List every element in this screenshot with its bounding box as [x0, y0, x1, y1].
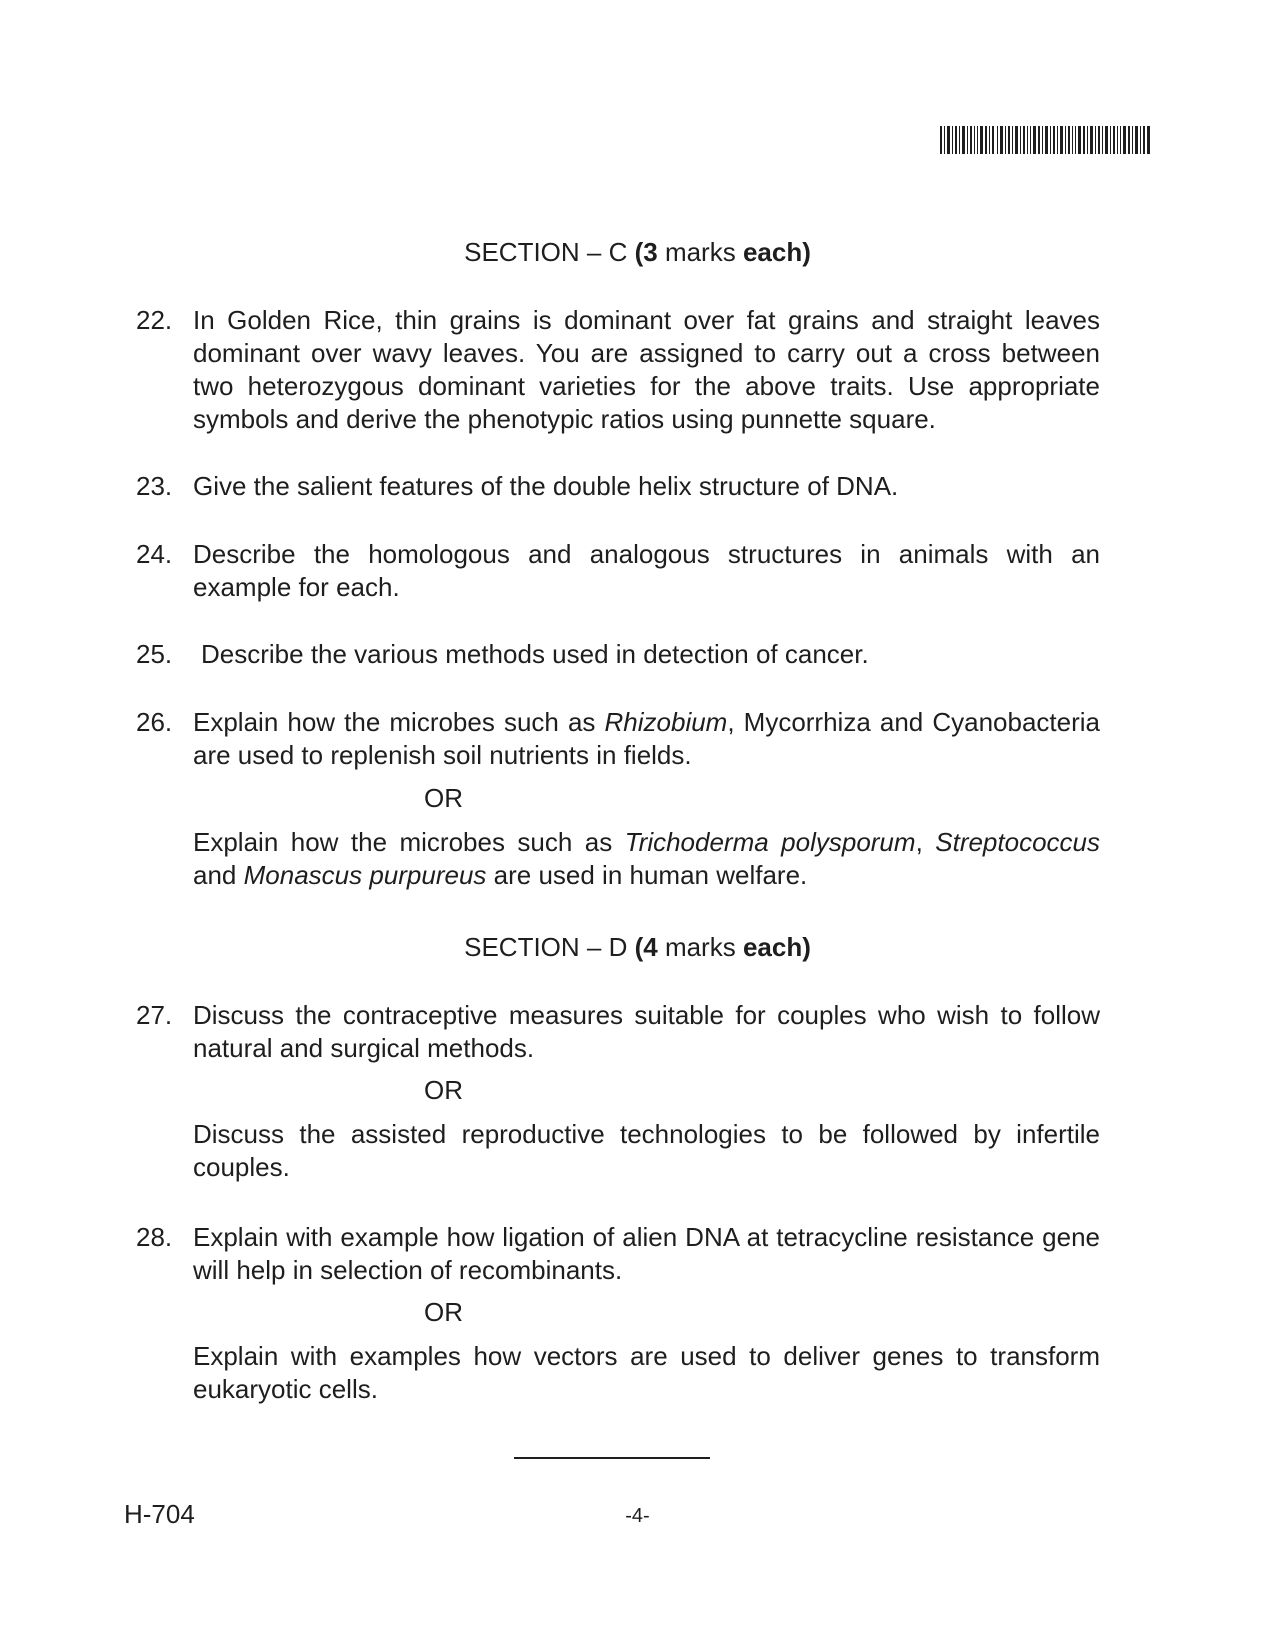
organism-name: Trichoderma polysporum — [624, 827, 916, 857]
organism-name: Streptococcus — [935, 827, 1100, 857]
end-divider — [514, 1457, 710, 1459]
or-label-28: OR — [424, 1297, 463, 1327]
question-text-part: , — [915, 827, 936, 857]
section-d-marks-word: marks — [657, 932, 743, 962]
or-label-26: OR — [424, 783, 463, 813]
question-28 — [136, 1221, 1100, 1287]
section-d-marks: (4 — [634, 932, 658, 962]
section-d-heading — [0, 931, 1275, 963]
question-text-part: and — [193, 860, 244, 890]
question-text-part: Explain how the microbes such as — [193, 827, 625, 857]
organism-name: Rhizobium — [604, 707, 728, 737]
paper-code: H-704 — [124, 1499, 195, 1529]
question-text: In Golden Rice, thin grains is dominant over fat grains and straight leaves dominant over wavy leaves. You are assigned to carry out a cross between two heterozygous dominant varieties for the above traits. Use appropriate symbols and derive the phenotypic ratios using punnette square. — [193, 305, 1100, 434]
question-text: Explain with example how ligation of alien DNA at tetracycline resistance gene will help in selection of recombinants. — [193, 1222, 1100, 1285]
question-number: 28. — [136, 1222, 173, 1252]
question-27-alternative: Discuss the assisted reproductive technologies to be followed by infertile couples. — [193, 1119, 1100, 1182]
question-text — [193, 706, 1100, 772]
question-22 — [136, 304, 1100, 436]
question-text-part: Explain how the microbes such as — [193, 707, 605, 737]
section-c-prefix: SECTION – C — [464, 237, 635, 267]
question-number: 26. — [136, 707, 173, 737]
section-c-heading — [0, 236, 1275, 268]
question-26 — [136, 706, 1100, 772]
question-text-part: are used in human welfare. — [486, 860, 808, 890]
question-25 — [136, 638, 1100, 671]
question-number: 24. — [136, 539, 173, 569]
organism-name: Monascus purpureus — [243, 860, 487, 890]
question-text: Give the salient features of the double helix structure of DNA. — [193, 471, 899, 501]
question-text: Describe the various methods used in detection of cancer. — [201, 639, 869, 669]
page-number: -4- — [625, 1505, 650, 1527]
question-27 — [136, 999, 1100, 1065]
section-d-prefix: SECTION – D — [464, 932, 635, 962]
question-text: Describe the homologous and analogous structures in animals with an example for each. — [193, 539, 1100, 602]
question-number: 27. — [136, 1000, 173, 1030]
question-28-alternative: Explain with examples how vectors are used to deliver genes to transform eukaryotic cells. — [193, 1341, 1100, 1404]
section-c-marks: (3 — [634, 237, 658, 267]
question-26-alternative — [193, 826, 1100, 892]
barcode — [940, 126, 1150, 154]
question-number: 23. — [136, 471, 173, 501]
question-number: 22. — [136, 305, 173, 335]
or-label-27: OR — [424, 1075, 463, 1105]
section-c-each: each) — [742, 237, 811, 267]
question-text: Discuss the contraceptive measures suitable for couples who wish to follow natural and surgical methods. — [193, 1000, 1100, 1063]
question-number: 25. — [136, 639, 173, 669]
question-text-part: , Mycorrhiza and Cyanobacteria are used to replenish soil nutrients in fields. — [193, 707, 1101, 770]
question-24 — [136, 538, 1100, 604]
question-23 — [136, 470, 1100, 503]
section-d-each: each) — [742, 932, 811, 962]
section-c-marks-word: marks — [657, 237, 743, 267]
